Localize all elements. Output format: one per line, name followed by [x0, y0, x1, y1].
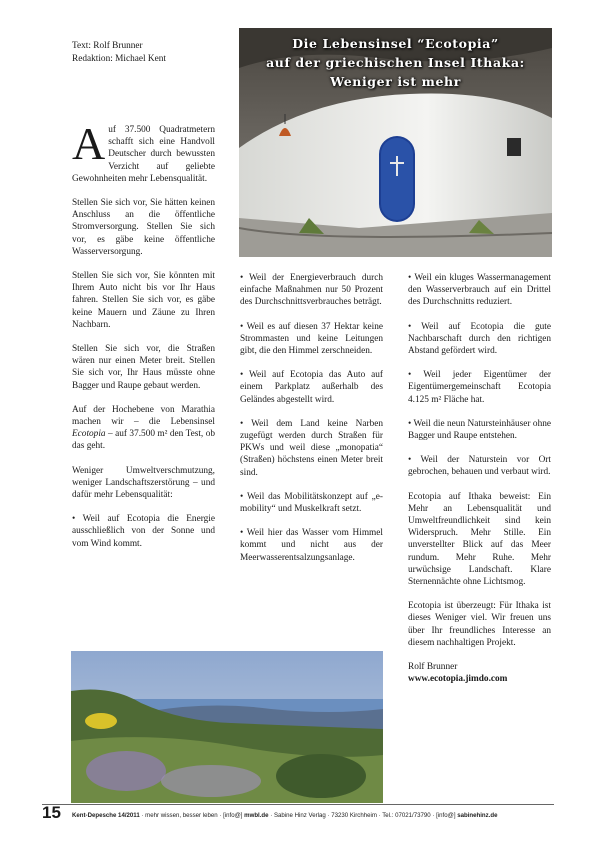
bullet-item: • Weil der Energieverbrauch durch einfache Maßnahmen nur 50 Prozent des Durchschnittsverbrauches beträgt.: [240, 273, 383, 308]
publisher-info: · Sabine Hinz Verlag · 73230 Kirchheim · Tel.: 07021/73790 · [info@]: [268, 812, 458, 819]
bullet-item: • Weil es auf diesen 37 Hektar keine Strommasten und keine Leitungen gibt, die den Himmel zerschneiden.: [240, 321, 383, 357]
footer-rule: [42, 804, 554, 805]
paragraph: Weniger Umweltverschmutzung, weniger Landschaftszerstörung – und dafür mehr Lebensqualität:: [72, 465, 215, 501]
intro-text: uf 37.500 Quadratmetern schafft sich eine Handvoll Deutscher durch bewussten Verzicht auf geliebte Gewohnheiten mehr Lebensqualität.: [72, 125, 215, 184]
bullet-item: • Weil auf Ecotopia die gute Nachbarschaft durch den richtigen Abstand gefördert wird.: [408, 321, 551, 357]
landscape-illustration: [71, 651, 383, 803]
signature: [408, 661, 551, 685]
magazine-name: Kent-Depesche 14/2011: [72, 812, 140, 819]
author-name: Rolf Brunner: [408, 662, 458, 673]
paragraph: Stellen Sie sich vor, Sie könnten mit Ihrem Auto nicht bis vor Ihr Haus fahren. Stellen Sie sich vor, es gäbe keine Mauern und Zäune zu Ihren Nachbarn.: [72, 271, 215, 330]
column-1: [72, 118, 215, 562]
landscape-photo: [71, 651, 383, 803]
bullet-item: • Weil hier das Wasser vom Himmel kommt und nicht aus der Meerwasserentsalzungsanlage.: [240, 528, 383, 563]
summary-paragraph: Ecotopia auf Ithaka beweist: Ein Mehr an Lebensqualität und Umweltfreundlichkeit sind kein Widerspruch. Mehr Stille. Ein unverstellter Blick auf das Meer rundum. Mehr Ruhe. Mehr urwüchsige Landschaft. Klare Sternennächte ohne Lichtsmog.: [408, 491, 551, 588]
bullet-item: • Weil jeder Eigentümer der Eigentümergemeinschaft Ecotopia 4.125 m² Fläche hat.: [408, 370, 551, 405]
credits: [72, 40, 166, 65]
bullet-item: • Weil das Mobilitätskonzept auf „e-mobility“ und Muskelkraft setzt.: [240, 491, 383, 515]
footer-link-sabinehinz[interactable]: sabinehinz.de: [457, 812, 498, 819]
bullet-item: • Weil die neun Natursteinhäuser ohne Bagger und Raupe entstehen.: [408, 418, 551, 442]
bullet-item: • Weil ein kluges Wassermanagement den Wasserverbrauch auf ein Drittel des Durchschnitts reduziert.: [408, 273, 551, 308]
text-run: – auf 37.500 m² den Test, ob das geht.: [72, 429, 215, 452]
bullet-item: • Weil auf Ecotopia die Energie ausschließlich von der Sonne und vom Wind kommt.: [72, 514, 215, 549]
paragraph: [72, 404, 215, 453]
column-3: [408, 272, 551, 685]
headline-line-2: auf der griechischen Insel Ithaka:: [266, 55, 525, 70]
paragraph: Stellen Sie sich vor, Sie hätten keinen Anschluss an die öffentliche Stromversorgung. Stellen Sie sich vor, es gäbe keine öffentliche Wasserversorgung.: [72, 198, 215, 257]
page-number: 15: [42, 803, 61, 822]
headline-line-3: Weniger ist mehr: [330, 74, 461, 89]
author-credit: Text: Rolf Brunner: [72, 41, 143, 51]
article-headline: [239, 34, 552, 91]
bullet-item: • Weil der Naturstein vor Ort gebrochen, behauen und verbaut wird.: [408, 455, 551, 478]
dropcap: A: [72, 118, 106, 169]
paragraph: Stellen Sie sich vor, die Straßen wären nur einen Meter breit. Stellen Sie sich vor, Ihr Haus müsste ohne Bagger und Raupe gebaut werden.: [72, 344, 215, 391]
ecotopia-emphasis: Ecotopia: [72, 429, 106, 440]
footer-text: [72, 812, 498, 819]
intro-paragraph: [72, 118, 215, 185]
website-link[interactable]: www.ecotopia.jimdo.com: [408, 674, 508, 685]
bullet-item: • Weil dem Land keine Narben zugefügt werden durch Straßen für PKWs und weil diese „monopatia“ (Straßen) höchstens einen Meter breit sind.: [240, 418, 383, 478]
chapel-photo: [239, 28, 552, 257]
headline-line-1: Die Lebensinsel “Ecotopia”: [292, 36, 499, 51]
bullet-item: • Weil auf Ecotopia das Auto auf einem Parkplatz außerhalb des Geländes abgestellt wird.: [240, 370, 383, 405]
closing-paragraph: Ecotopia ist überzeugt: Für Ithaka ist dieses Weniger viel. Wir freuen uns über Ihr freundliches Interesse an diesem nachhaltigen Projekt.: [408, 601, 551, 648]
editor-credit: Redaktion: Michael Kent: [72, 53, 166, 64]
footer-link-mwbl[interactable]: mwbl.de: [244, 812, 269, 819]
text-run: Auf der Hochebene von Marathia machen wir – die Lebensinsel: [72, 404, 215, 428]
column-2: [240, 272, 383, 576]
tagline: · mehr wissen, besser leben · [info@]: [139, 812, 245, 819]
